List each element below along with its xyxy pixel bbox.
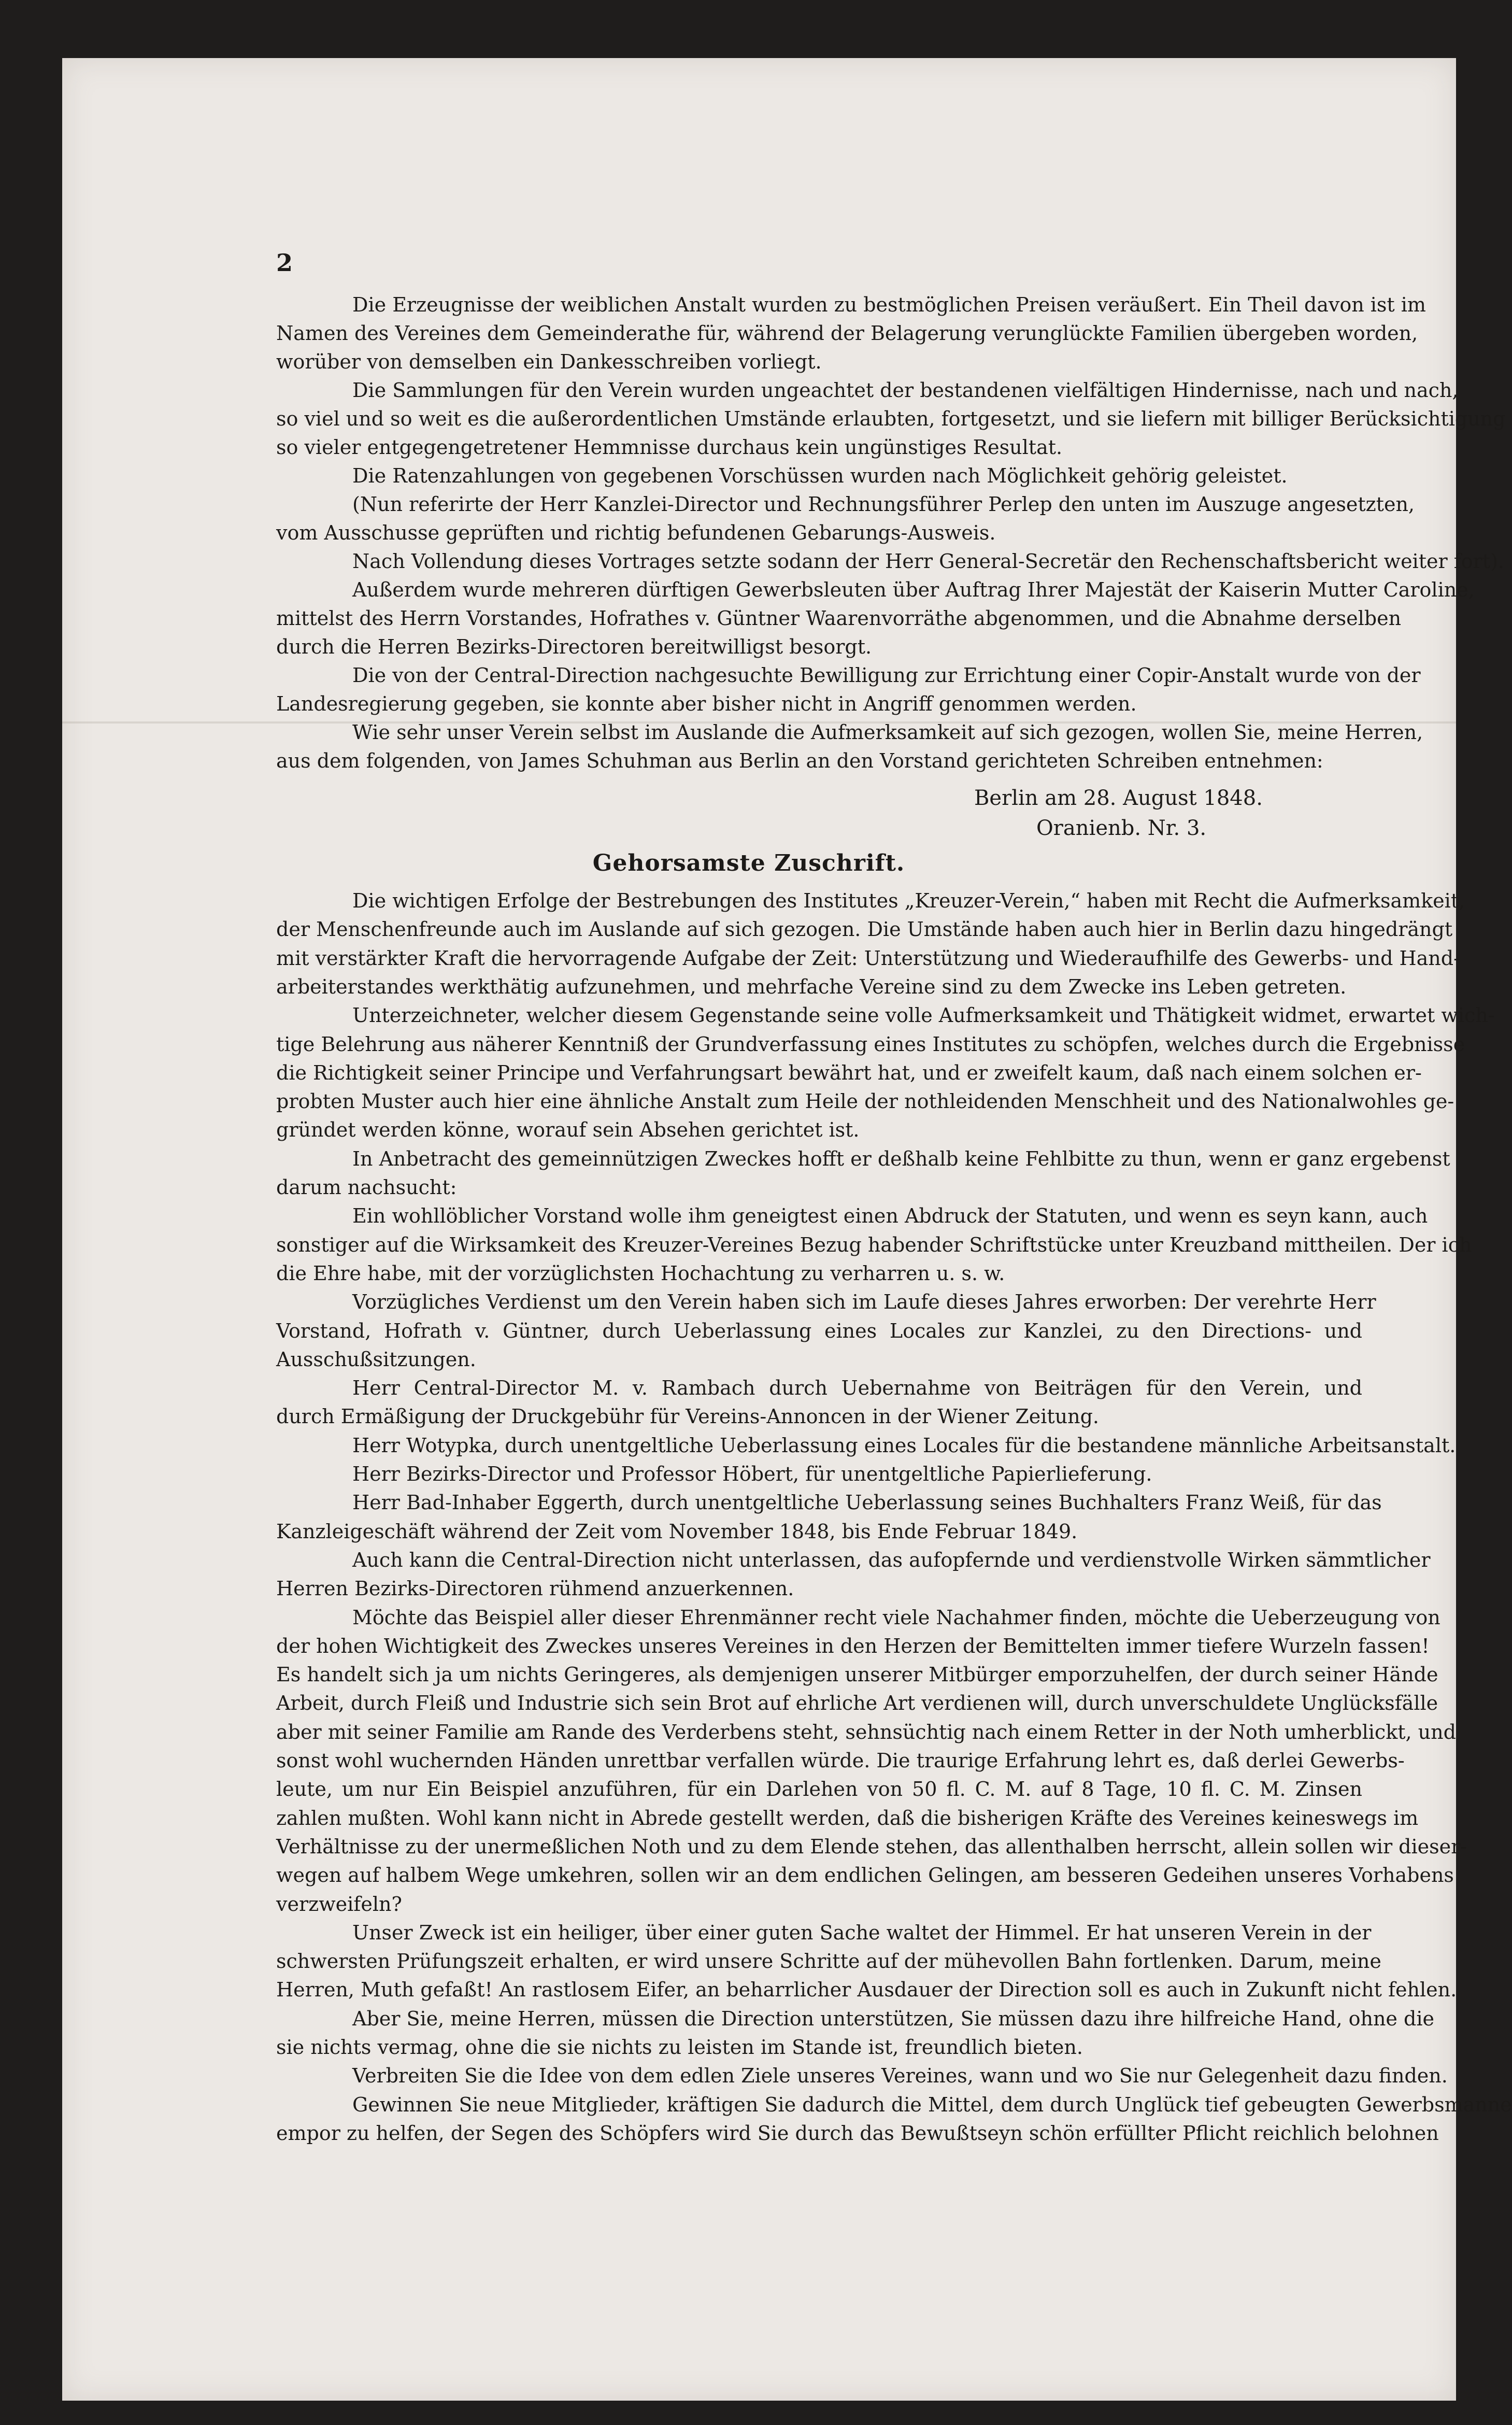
text-line: die Ehre habe, mit der vorzüglichsten Hochachtung zu verharren u. s. w. — [276, 1261, 1005, 1285]
text-line: Es handelt sich ja um nichts Geringeres, als demjenigen unserer Mitbürger emporzuhelfen, der durch seiner Hände — [276, 1663, 1438, 1686]
text-line: verzweifeln? — [276, 1892, 402, 1916]
text-line: Die Erzeugnisse der weiblichen Anstalt wurden zu bestmöglichen Preisen veräußert. Ein Theil davon ist im — [352, 293, 1426, 316]
text-line: Verbreiten Sie die Idee von dem edlen Ziele unseres Vereines, wann und wo Sie nur Gelegenheit dazu finden. — [352, 2064, 1448, 2088]
text-line: so vieler entgegengetretener Hemmnisse durchaus kein ungünstiges Resultat. — [276, 436, 1063, 459]
text-line: Gewinnen Sie neue Mitglieder, kräftigen Sie dadurch die Mittel, dem durch Unglück tief gebeugten Gewerbsmanne — [352, 2093, 1512, 2116]
text-line: Ein wohllöblicher Vorstand wolle ihm geneigtest einen Abdruck der Statuten, und wenn es seyn kann, auch — [352, 1204, 1428, 1228]
text-line: Aber Sie, meine Herren, müssen die Direction unterstützen, Sie müssen dazu ihre hilfreiche Hand, ohne die — [352, 2007, 1434, 2030]
text-line: Möchte das Beispiel aller dieser Ehrenmänner recht viele Nachahmer finden, möchte die Ueberzeugung von — [352, 1606, 1440, 1629]
text-line: Kanzleigeschäft während der Zeit vom November 1848, bis Ende Februar 1849. — [276, 1520, 1078, 1543]
text-line: aus dem folgenden, von James Schuhman aus Berlin an den Vorstand gerichteten Schreiben entnehmen: — [276, 749, 1323, 772]
letter-dateline: Berlin am 28. August 1848. — [974, 786, 1263, 810]
letter-address: Oranienb. Nr. 3. — [1036, 816, 1207, 840]
text-line: wegen auf halbem Wege umkehren, sollen wir an dem endlichen Gelingen, am besseren Gedeihen unseres Vorhabens — [276, 1864, 1454, 1887]
text-line: probten Muster auch hier eine ähnliche Anstalt zum Heile der nothleidenden Menschheit und des Nationalwohles ge- — [276, 1090, 1454, 1113]
text-line: Unser Zweck ist ein heiliger, über einer guten Sache waltet der Himmel. Er hat unseren Verein in der — [352, 1921, 1372, 1944]
text-line: Die wichtigen Erfolge der Bestrebungen des Institutes „Kreuzer-Verein,“ haben mit Recht die Aufmerksamkeit, — [352, 889, 1465, 912]
text-line: arbeiterstandes werkthätig aufzunehmen, und mehrfache Vereine sind zu dem Zwecke ins Leben getreten. — [276, 975, 1347, 998]
text-line: Unterzeichneter, welcher diesem Gegenstande seine volle Aufmerksamkeit und Thätigkeit widmet, erwartet wich- — [352, 1004, 1495, 1027]
text-line: Herr Wotypka, durch unentgeltliche Ueberlassung eines Locales für die bestandene männliche Arbeitsanstalt. — [352, 1434, 1456, 1457]
text-line: der hohen Wichtigkeit des Zweckes unseres Vereines in den Herzen der Bemittelten immer tiefere Wurzeln fassen! — [276, 1634, 1430, 1657]
text-line: Herr Central-Director M. v. Rambach durch Uebernahme von Beiträgen für den Verein, und — [352, 1377, 1362, 1400]
text-line: vom Ausschusse geprüften und richtig befundenen Gebarungs-Ausweis. — [276, 521, 996, 544]
text-line: Nach Vollendung dieses Vortrages setzte sodann der Herr General-Secretär den Rechenschaftsbericht weiter fort). — [352, 550, 1504, 573]
text-line: durch Ermäßigung der Druckgebühr für Vereins-Annoncen in der Wiener Zeitung. — [276, 1405, 1099, 1428]
text-line: Außerdem wurde mehreren dürftigen Gewerbsleuten über Auftrag Ihrer Majestät der Kaiserin Mutter Caroline, — [352, 578, 1475, 601]
text-line: der Menschenfreunde auch im Auslande auf sich gezogen. Die Umstände haben auch hier in Berlin dazu hingedrängt — [276, 918, 1453, 941]
text-line: Ausschußsitzungen. — [276, 1348, 476, 1371]
text-line: mittelst des Herrn Vorstandes, Hofrathes v. Güntner Waarenvorräthe abgenommen, und die Abnahme derselben — [276, 607, 1402, 630]
text-line: leute, um nur Ein Beispiel anzuführen, für ein Darlehen von 50 fl. C. M. auf 8 Tage, 10 fl. C. M. Zinsen — [276, 1778, 1362, 1801]
text-line: worüber von demselben ein Dankesschreiben vorliegt. — [276, 350, 822, 373]
text-line: zahlen mußten. Wohl kann nicht in Abrede gestellt werden, daß die bisherigen Kräfte des Vereines keineswegs im — [276, 1806, 1419, 1830]
text-line: die Richtigkeit seiner Principe und Verfahrungsart bewährt hat, und er zweifelt kaum, daß nach einem solchen er- — [276, 1061, 1422, 1084]
text-line: Herr Bad-Inhaber Eggerth, durch unentgeltliche Ueberlassung seines Buchhalters Franz Weiß, für das — [352, 1491, 1382, 1514]
text-line: schwersten Prüfungszeit erhalten, er wird unsere Schritte auf der mühevollen Bahn fortlenken. Darum, meine — [276, 1950, 1381, 1973]
text-line: Arbeit, durch Fleiß und Industrie sich sein Brot auf ehrliche Art verdienen will, durch unverschuldete Unglücksfälle — [276, 1692, 1438, 1715]
text-line: Wie sehr unser Verein selbst im Auslande die Aufmerksamkeit auf sich gezogen, wollen Sie, meine Herren, — [352, 721, 1423, 744]
text-line: Die von der Central-Direction nachgesuchte Bewilligung zur Errichtung einer Copir-Anstalt wurde von der — [352, 664, 1421, 687]
text-line: Landesregierung gegeben, sie konnte aber bisher nicht in Angriff genommen werden. — [276, 692, 1137, 715]
text-line: Vorstand, Hofrath v. Güntner, durch Ueberlassung eines Locales zur Kanzlei, zu den Directions- und — [276, 1319, 1362, 1342]
text-line: tige Belehrung aus näherer Kenntniß der Grundverfassung eines Institutes zu schöpfen, welches durch die Ergebnisse — [276, 1032, 1465, 1056]
text-line: Herren Bezirks-Directoren rühmend anzuerkennen. — [276, 1577, 794, 1600]
page-content — [62, 58, 1512, 2401]
text-line: In Anbetracht des gemeinnützigen Zweckes hofft er deßhalb keine Fehlbitte zu thun, wenn er ganz ergebenst — [352, 1147, 1450, 1170]
text-line: (Nun referirte der Herr Kanzlei-Director und Rechnungsführer Perlep den unten im Auszuge angesetzten, — [352, 493, 1415, 516]
text-line: sonst wohl wuchernden Händen unrettbar verfallen würde. Die traurige Erfahrung lehrt es, daß derlei Gewerbs- — [276, 1749, 1405, 1772]
text-line: aber mit seiner Familie am Rande des Verderbens steht, sehnsüchtig nach einem Retter in der Noth umherblickt, und — [276, 1720, 1456, 1743]
text-line: empor zu helfen, der Segen des Schöpfers wird Sie durch das Bewußtseyn schön erfüllter Pflicht reichlich belohnen — [276, 2121, 1439, 2145]
text-line: Verhältnisse zu der unermeßlichen Noth und zu dem Elende stehen, das allenthalben herrscht, allein sollen wir dieser- — [276, 1835, 1467, 1858]
text-line: Herr Bezirks-Director und Professor Höbert, für unentgeltliche Papierlieferung. — [352, 1463, 1152, 1485]
text-line: Auch kann die Central-Direction nicht unterlassen, das aufopfernde und verdienstvolle Wirken sämmtlicher — [352, 1548, 1431, 1571]
page-number: 2 — [276, 249, 293, 277]
text-line: sie nichts vermag, ohne die sie nichts zu leisten im Stande ist, freundlich bieten. — [276, 2036, 1083, 2059]
document-page — [62, 58, 1512, 2401]
text-line: Die Sammlungen für den Verein wurden ungeachtet der bestandenen vielfältigen Hindernisse, nach und nach, — [352, 379, 1459, 402]
text-line: Die Ratenzahlungen von gegebenen Vorschüssen wurden nach Möglichkeit gehörig geleistet. — [352, 464, 1288, 487]
text-line: Herren, Muth gefaßt! An rastlosem Eifer, an beharrlicher Ausdauer der Direction soll es auch in Zukunft nicht fehlen. — [276, 1978, 1457, 2002]
text-line: so viel und so weit es die außerordentlichen Umstände erlaubten, fortgesetzt, und sie liefern mit billiger Berücksichtigung — [276, 407, 1506, 430]
section-heading: Gehorsamste Zuschrift. — [592, 850, 905, 876]
text-line: Namen des Vereines dem Gemeinderathe für, während der Belagerung verunglückte Familien übergeben worden, — [276, 322, 1418, 345]
text-line: Vorzügliches Verdienst um den Verein haben sich im Laufe dieses Jahres erworben: Der verehrte Herr — [352, 1291, 1376, 1314]
text-line: durch die Herren Bezirks-Directoren bereitwilligst besorgt. — [276, 635, 872, 658]
text-line: mit verstärkter Kraft die hervorragende Aufgabe der Zeit: Unterstützung und Wiederaufhilfe des Gewerbs- und Hand- — [276, 946, 1460, 970]
text-line: gründet werden könne, worauf sein Absehen gerichtet ist. — [276, 1118, 860, 1142]
text-line: darum nachsucht: — [276, 1176, 457, 1199]
text-line: sonstiger auf die Wirksamkeit des Kreuzer-Vereines Bezug habender Schriftstücke unter Kreuzband mittheilen. Der ich — [276, 1233, 1472, 1256]
